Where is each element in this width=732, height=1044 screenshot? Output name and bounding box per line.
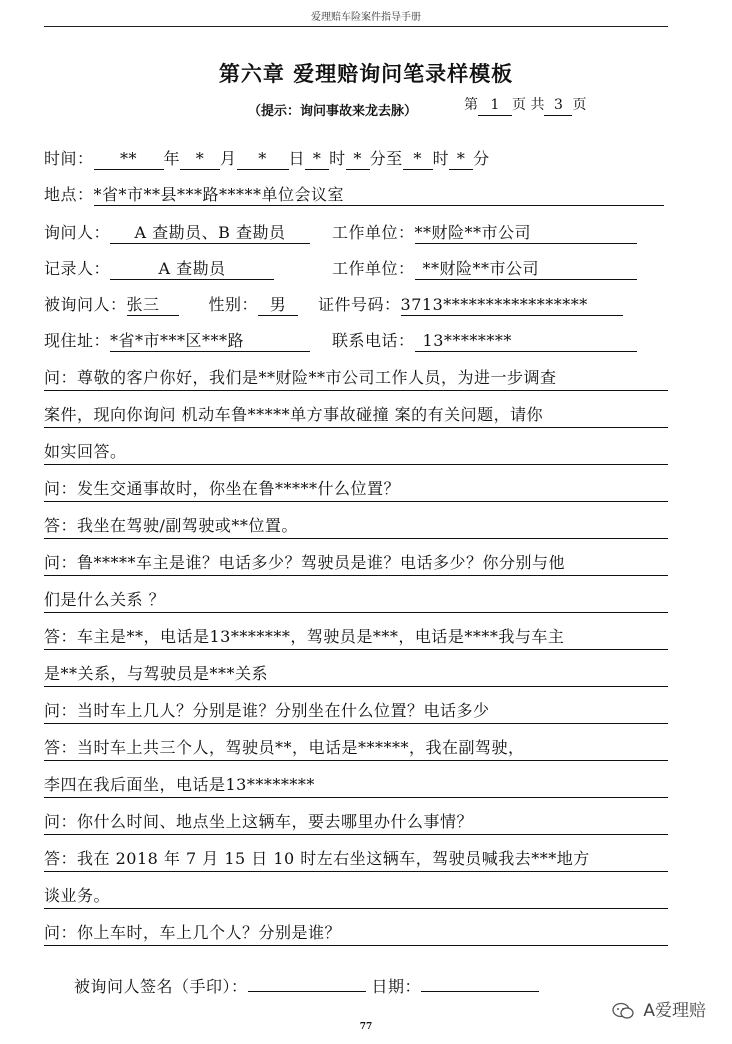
current-page: 1: [478, 95, 512, 116]
rule: [44, 760, 668, 761]
date-label: 日期：: [371, 977, 422, 996]
watermark-text: A爱理赔: [643, 1001, 707, 1021]
qa-line: 问：尊敬的客户你好，我们是**财险**市公司工作人员，为进一步调查: [44, 368, 557, 387]
hour-unit: 时: [329, 149, 346, 168]
qa-line: 案件，现向你询问 机动车鲁*****单方事故碰撞 案的有关问题，请你: [44, 405, 544, 424]
rule: [44, 575, 668, 576]
recorder-unit-label: 工作单位：: [332, 259, 415, 278]
page-number: 77: [359, 1022, 373, 1032]
inquirer-unit-label: 工作单位：: [332, 223, 415, 242]
watermark: [612, 996, 706, 1021]
page-counter: [464, 94, 586, 116]
header-divider: [44, 26, 668, 27]
rule: [44, 908, 668, 909]
rule: [44, 501, 668, 502]
time-row: [44, 146, 490, 170]
qa-line: 答：车主是**，电话是13*******，驾驶员是***，电话是****我与车主: [44, 627, 565, 646]
place-label: 地点：: [44, 185, 94, 204]
qa-line: 问：你上车时，车上几个人？分别是谁？: [44, 923, 342, 942]
recorder-row: [44, 256, 637, 280]
qa-line: 问：鲁*****车主是谁？电话多少？驾驶员是谁？电话多少？你分别与他: [44, 553, 566, 572]
person-row: [44, 292, 623, 316]
gender-label: 性别：: [208, 295, 259, 314]
rule: [44, 945, 668, 946]
time-month: *: [180, 149, 220, 170]
id-label: 证件号码：: [318, 295, 401, 314]
rule: [44, 871, 668, 872]
hour2-unit: 时: [432, 149, 450, 168]
rule: [44, 834, 668, 835]
minute-unit: 分至: [369, 149, 403, 168]
date-field[interactable]: [421, 991, 539, 992]
gender-value: 男: [258, 295, 298, 316]
recorder-label: 记录人：: [44, 259, 111, 278]
recorder-unit-value: **财险**市公司: [415, 259, 637, 280]
rule: [44, 464, 668, 465]
hint-text: （提示：询问事故来龙去脉）: [248, 104, 418, 119]
rule: [44, 612, 668, 613]
inquirer-unit-value: **财险**市公司: [415, 223, 637, 244]
time-minute: *: [346, 149, 370, 170]
year-unit: 年: [163, 149, 181, 168]
rule: [44, 538, 668, 539]
inquirer-label: 询问人：: [44, 223, 111, 242]
running-header: 爱理赔车险案件指导手册: [311, 12, 421, 23]
time-day: *: [237, 149, 289, 170]
rule: [44, 797, 668, 798]
qa-line: 谈业务。: [44, 886, 111, 905]
place-value: *省*市**县***路*****单位会议室: [94, 185, 664, 206]
inquirer-value: A 查勘员、B 查勘员: [110, 223, 310, 244]
qa-line: 答：当时车上共三个人，驾驶员**，电话是******，我在副驾驶，: [44, 738, 525, 757]
qa-line: 是**关系，与驾驶员是***关系: [44, 664, 269, 683]
day-unit: 日: [288, 149, 306, 168]
qa-line: 李四在我后面坐，电话是13********: [44, 775, 315, 794]
id-value: 3713*****************: [401, 295, 623, 316]
signature-label: 被询问人签名（手印）：: [74, 977, 248, 996]
month-unit: 月: [220, 149, 237, 168]
signature-row: [74, 974, 539, 997]
time-hour: *: [305, 149, 329, 170]
qa-line: 问：你什么时间、地点坐上这辆车，要去哪里办什么事情？: [44, 812, 474, 831]
time-minute2: *: [449, 149, 473, 170]
time-label: 时间：: [44, 149, 94, 168]
rule: [44, 427, 668, 428]
person-label: 被询问人：: [44, 295, 127, 314]
page-suffix: 页: [572, 97, 587, 113]
qa-line: 如实回答。: [44, 442, 127, 461]
page-mid: 页 共: [512, 97, 545, 113]
person-name: 张三: [127, 295, 179, 316]
phone-label: 联系电话：: [332, 331, 415, 350]
qa-line: 答：我坐在驾驶/副驾驶或**位置。: [44, 516, 298, 535]
qa-line: 问：当时车上几人？分别是谁？分别坐在什么位置？电话多少: [44, 701, 490, 720]
qa-line: 问：发生交通事故时，你坐在鲁*****什么位置？: [44, 479, 401, 498]
address-label: 现住址：: [44, 331, 111, 350]
address-value: *省*市***区***路: [110, 331, 310, 352]
wechat-bubble-icon: [612, 1001, 643, 1021]
qa-line: 答：我在 2018 年 7 月 15 日 10 时左右坐这辆车，驾驶员喊我去***地方: [44, 849, 590, 868]
page-prefix: 第: [464, 97, 478, 113]
inquirer-row: [44, 220, 637, 244]
signature-field[interactable]: [248, 991, 366, 992]
rule: [44, 390, 668, 391]
time-year: **: [94, 149, 164, 170]
total-pages: 3: [544, 95, 572, 116]
place-row: [44, 182, 664, 206]
rule: [44, 686, 668, 687]
address-row: [44, 328, 637, 352]
phone-value: 13********: [415, 331, 637, 352]
rule: [44, 723, 668, 724]
minute2-unit: 分: [473, 149, 490, 168]
recorder-value: A 查勘员: [110, 259, 274, 280]
page-title: 第六章 爱理赔询问笔录样模板: [218, 62, 514, 86]
time-hour2: *: [403, 149, 433, 170]
qa-line: 们是什么关系 ？: [44, 590, 166, 609]
rule: [44, 649, 668, 650]
